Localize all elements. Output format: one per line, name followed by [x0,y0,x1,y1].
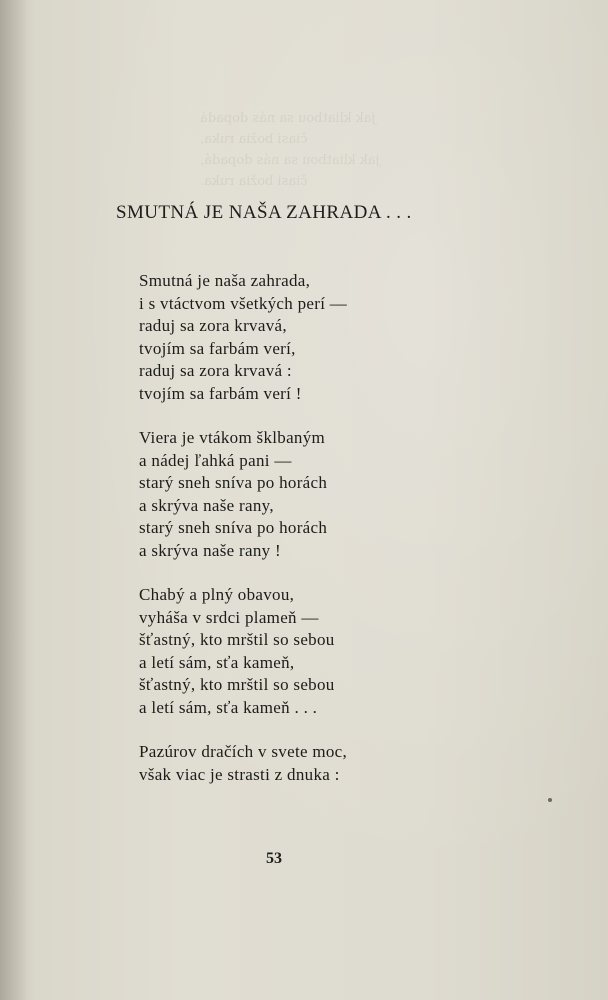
poem-line: raduj sa zora krvavá : [139,361,292,380]
bleed-through-text: jak kliatbou sa nás dopadá čiasi božia ruka, jak kliatbou sa nás dopadá, čiasi božia ruka. [200,111,380,189]
page-number: 53 [266,850,282,867]
poem-line: Smutná je naša zahrada, [139,271,311,290]
stanza [139,270,439,405]
stanza [139,427,439,562]
poem-line: a skrýva naše rany, [139,495,274,515]
poem-line: starý sneh sníva po horách [139,473,328,492]
poem-line: šťastný, kto mrštil so sebou [139,630,335,649]
poem-line: a skrýva naše rany ! [139,540,281,560]
poem-line: starý sneh sníva po horách [139,518,328,537]
poem-line: šťastný, kto mrštil so sebou [139,675,335,694]
poem-line: však viac je strasti z dnuka : [139,764,340,784]
stanza [139,741,439,786]
poem-line: a letí sám, sťa kameň . . . [139,697,318,717]
poem-line: vyháša v srdci plameň — [139,607,319,627]
poem-title: SMUTNÁ JE NAŠA ZAHRADA . . . [116,202,412,223]
poem-line: tvojím sa farbám verí ! [139,383,302,403]
poem-line: Chabý a plný obavou, [139,585,295,604]
stanza [139,584,439,719]
poem-line: a nádej ľahká pani — [139,450,292,470]
poem-body [139,270,439,808]
paper-speck [548,798,552,802]
poem-line: a letí sám, sťa kameň, [139,652,295,672]
poem-line: Pazúrov dračích v svete moc, [139,742,348,761]
poem-line: tvojím sa farbám verí, [139,338,296,358]
poem-line: Viera je vtákom šklbaným [139,428,326,447]
poem-line: i s vtáctvom všetkých perí — [139,293,348,313]
poem-line: raduj sa zora krvavá, [139,316,287,335]
binding-shadow [0,0,28,1000]
